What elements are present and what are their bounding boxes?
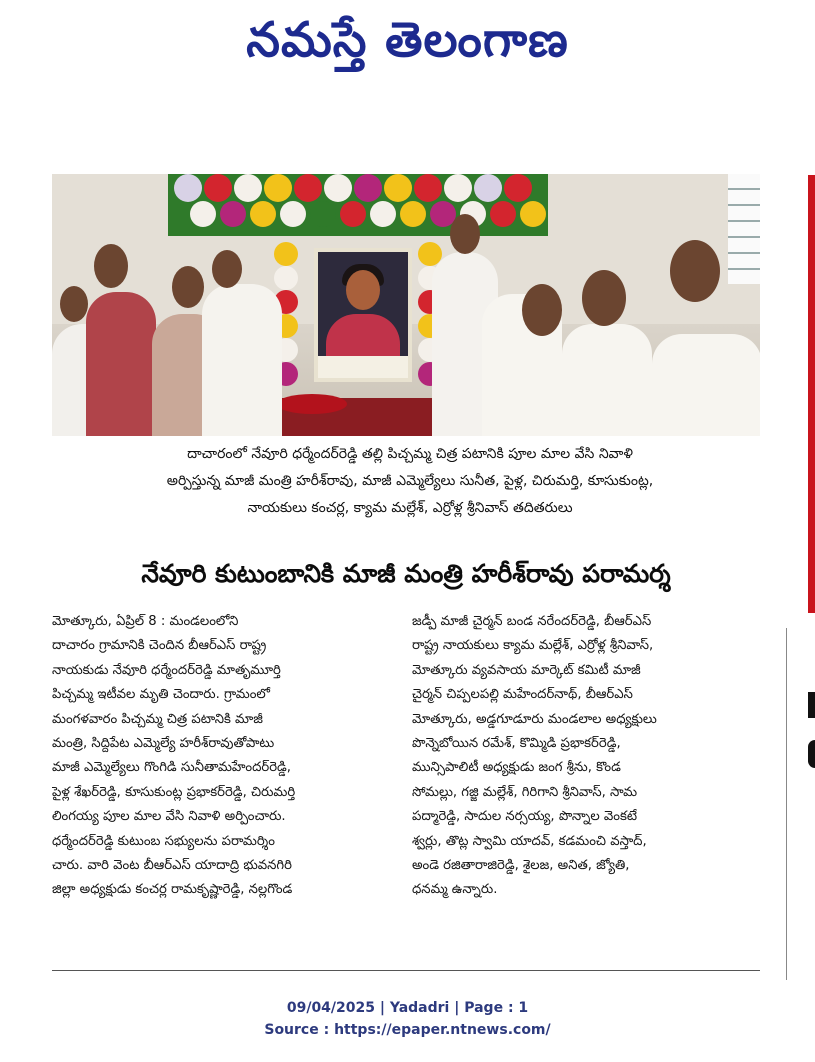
article-line: పొన్నెబోయిన రమేశ్‌, కొమ్మిడి ప్రభాకర్‌రెడ్డి, bbox=[412, 736, 621, 752]
article-line: పైళ్ల శేఖర్‌రెడ్డి, కూసుకుంట్ల ప్రభాకర్‌రెడ్డి, చిరుమర్తి bbox=[52, 784, 296, 800]
footer-dateline: 09/04/2025 | Yadadri | Page : 1 bbox=[286, 1000, 529, 1016]
rose-petals bbox=[277, 394, 347, 414]
article-line: మోత్కూరు, అడ్డగూడూరు మండలాల అధ్యక్షులు bbox=[412, 711, 657, 727]
article-line: చారు. వారి వెంట బీఆర్‌ఎస్‌ యాదాద్రి భువనగిరి bbox=[52, 858, 292, 874]
article-line: మోత్కూరు, ఏప్రిల్‌ 8 : మండలంలోని bbox=[52, 614, 239, 629]
photo-caption bbox=[60, 441, 760, 522]
article-headline: నేవూరి కుటుంబానికి మాజీ మంత్రి హరీశ్‌రావు పరామర్శ bbox=[141, 559, 671, 588]
masthead-title: నమస్తే తెలంగాణ bbox=[246, 12, 569, 68]
article-line: ధర్మేందర్‌రెడ్డి కుటుంబ సభ్యులను పరామర్శిం bbox=[52, 833, 275, 849]
article-line: చైర్మన్‌ చిప్పలపల్లి మహేందర్‌నాథ్‌, బీఆర్‌ఎస్‌ bbox=[412, 687, 633, 703]
article-line: నాయకుడు నేవూరి ధర్మేందర్‌రెడ్డి మాతృమూర్తి bbox=[52, 662, 281, 678]
article-line: శ్వర్లు, తొట్ల స్వామి యాదవ్‌, కడమంచి వస్తాద్‌, bbox=[412, 833, 647, 849]
adjacent-article-edge bbox=[808, 175, 815, 613]
article-line: ధనమ్మ ఉన్నారు. bbox=[412, 882, 498, 898]
article-line: మాజీ ఎమ్మెల్యేలు గొంగిడి సునీతామహేందర్‌రెడ్డి, bbox=[52, 760, 291, 776]
caption-line: అర్పిస్తున్న మాజీ మంత్రి హరీశ్‌రావు, మాజీ ఎమ్మెల్యేలు సునీత, పైళ్ల, చిరుమర్తి, కూసుకుంట్ల, bbox=[166, 473, 654, 489]
adjacent-glyph-fragment bbox=[808, 740, 815, 768]
article-line: మోత్కూరు వ్యవసాయ మార్కెట్‌ కమిటీ మాజీ bbox=[412, 662, 641, 678]
article-line: మంగళవారం పిచ్చమ్మ చిత్ర పటానికి మాజీ bbox=[52, 711, 263, 727]
article-column-left bbox=[52, 610, 398, 903]
article-line: మున్సిపాలిటీ అధ్యక్షుడు జంగ శ్రీను, కొండ bbox=[412, 760, 621, 776]
article-line: రాష్ట్ర నాయకులు క్యామ మల్లేశ్‌, ఎర్రోళ్ల శ్రీనివాస్‌, bbox=[412, 638, 654, 654]
article-line: లింగయ్య పూల మాల వేసి నివాళి అర్పించారు. bbox=[52, 809, 286, 825]
article-line: జడ్పీ మాజీ చైర్మన్‌ బండ నరేందర్‌రెడ్డి, బీఆర్‌ఎస్‌ bbox=[412, 614, 652, 629]
article-line: మంత్రి, సిద్దిపేట ఎమ్మెల్యే హరీశ్‌రావుతోపాటు bbox=[52, 736, 275, 752]
article-line: దాచారం గ్రామానికి చెందిన బీఆర్‌ఎస్‌ రాష్ట్ర bbox=[52, 638, 267, 654]
caption-line: దాచారంలో నేవూరి ధర్మేందర్‌రెడ్డి తల్లి పిచ్చమ్మ చిత్ర పటానికి పూల మాల వేసి నివాళి bbox=[187, 446, 633, 462]
adjacent-column-rule bbox=[786, 628, 787, 980]
adjacent-glyph-fragment bbox=[808, 692, 815, 718]
article-line: జిల్లా అధ్యక్షుడు కంచర్ల రామకృష్ణారెడ్డి, నల్లగొండ bbox=[52, 882, 293, 898]
memorial-portrait bbox=[314, 248, 412, 382]
article-line: పిచ్చమ్మ ఇటీవల మృతి చెందారు. గ్రామంలో bbox=[52, 687, 270, 703]
article-column-right bbox=[412, 610, 760, 903]
caption-line: నాయకులు కంచర్ల, క్యామ మల్లేశ్‌, ఎర్రోళ్ల శ్రీనివాస్‌ తదితరులు bbox=[247, 500, 573, 516]
article-line: అండె రజితారాజిరెడ్డి, శైలజ, అనిత, జ్యోతి, bbox=[412, 858, 630, 874]
news-photo bbox=[52, 174, 760, 436]
photo-window bbox=[728, 174, 760, 284]
article-bottom-rule bbox=[52, 970, 760, 971]
footer-source: Source : https://epaper.ntnews.com/ bbox=[264, 1022, 551, 1038]
article-line: పద్మారెడ్డి, సాదుల నర్సయ్య, పొన్నాల వెంకటే bbox=[412, 809, 638, 825]
article-line: సోమల్లు, గజ్జి మల్లేశ్‌, గిరిగాని శ్రీనివాస్‌, సామ bbox=[412, 784, 638, 800]
